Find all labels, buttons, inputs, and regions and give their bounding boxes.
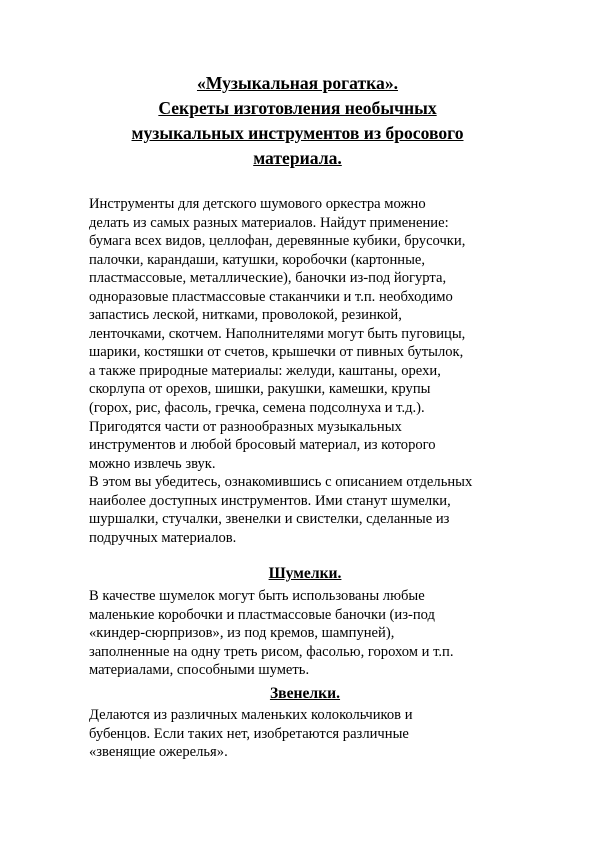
title-line: музыкальных инструментов из бросового xyxy=(131,123,464,143)
text-line: делать из самых разных материалов. Найдут применение: xyxy=(89,214,449,231)
text-line: маленькие коробочки и пластмассовые баночки (из-под xyxy=(89,606,435,623)
text-line: а также природные материалы: желуди, каштаны, орехи, xyxy=(89,362,441,379)
text-line: Делаются из различных маленьких колокольчиков и xyxy=(89,707,413,723)
text-line: скорлупа от орехов, шишки, ракушки, камешки, крупы xyxy=(89,381,431,398)
text-line: шуршалки, стучалки, звенелки и свистелки, сделанные из xyxy=(89,511,450,528)
text-line: ленточками, скотчем. Наполнителями могут быть пуговицы, xyxy=(89,325,466,342)
document-title xyxy=(60,71,535,171)
text-line: (горох, рис, фасоль, гречка, семена подсолнуха и т.д.). xyxy=(89,400,425,417)
text-line: бумага всех видов, целлофан, деревянные кубики, брусочки, xyxy=(89,233,466,250)
title-line: «Музыкальная рогатка». xyxy=(196,73,399,93)
text-line: материалами, способными шуметь. xyxy=(89,662,310,679)
text-line: можно извлечь звук. xyxy=(89,455,216,472)
title-line: Секреты изготовления необычных xyxy=(158,98,437,118)
text-line: Инструменты для детского шумового оркестра можно xyxy=(89,196,426,212)
text-line: запастись леской, нитками, проволокой, резинкой, xyxy=(89,307,402,324)
text-line: пластмассовые, металлические), баночки из-под йогурта, xyxy=(89,270,447,287)
text-line: бубенцов. Если таких нет, изобретаются различные xyxy=(89,725,409,742)
text-line: одноразовые пластмассовые стаканчики и т.п. необходимо xyxy=(89,288,453,305)
text-line: «киндер-сюрпризов», из под кремов, шампуней), xyxy=(89,625,395,642)
section-paragraph-shumelki xyxy=(89,587,521,680)
text-line: подручных материалов. xyxy=(89,529,237,546)
text-line: инструментов и любой бросовый материал, из которого xyxy=(89,437,436,454)
text-line: В качестве шумелок могут быть использованы любые xyxy=(89,588,425,604)
section-heading-zvenelki: Звенелки. xyxy=(269,685,341,702)
text-line: шарики, костяшки от счетов, крышечки от пивных бутылок, xyxy=(89,344,464,361)
text-line: Пригодятся части от разнообразных музыкальных xyxy=(89,418,402,435)
text-line: наиболее доступных инструментов. Ими станут шумелки, xyxy=(89,492,451,509)
text-line: В этом вы убедитесь, ознакомившись с описанием отдельных xyxy=(89,474,473,491)
text-line: заполненные на одну треть рисом, фасолью, горохом и т.п. xyxy=(89,643,454,660)
text-line: палочки, карандаши, катушки, коробочки (картонные, xyxy=(89,251,426,268)
text-line: «звенящие ожерелья». xyxy=(89,744,228,761)
intro-paragraph xyxy=(89,195,521,547)
title-line: материала. xyxy=(253,148,342,168)
section-heading-shumelki: Шумелки. xyxy=(268,565,342,582)
section-paragraph-zvenelki xyxy=(89,706,521,762)
